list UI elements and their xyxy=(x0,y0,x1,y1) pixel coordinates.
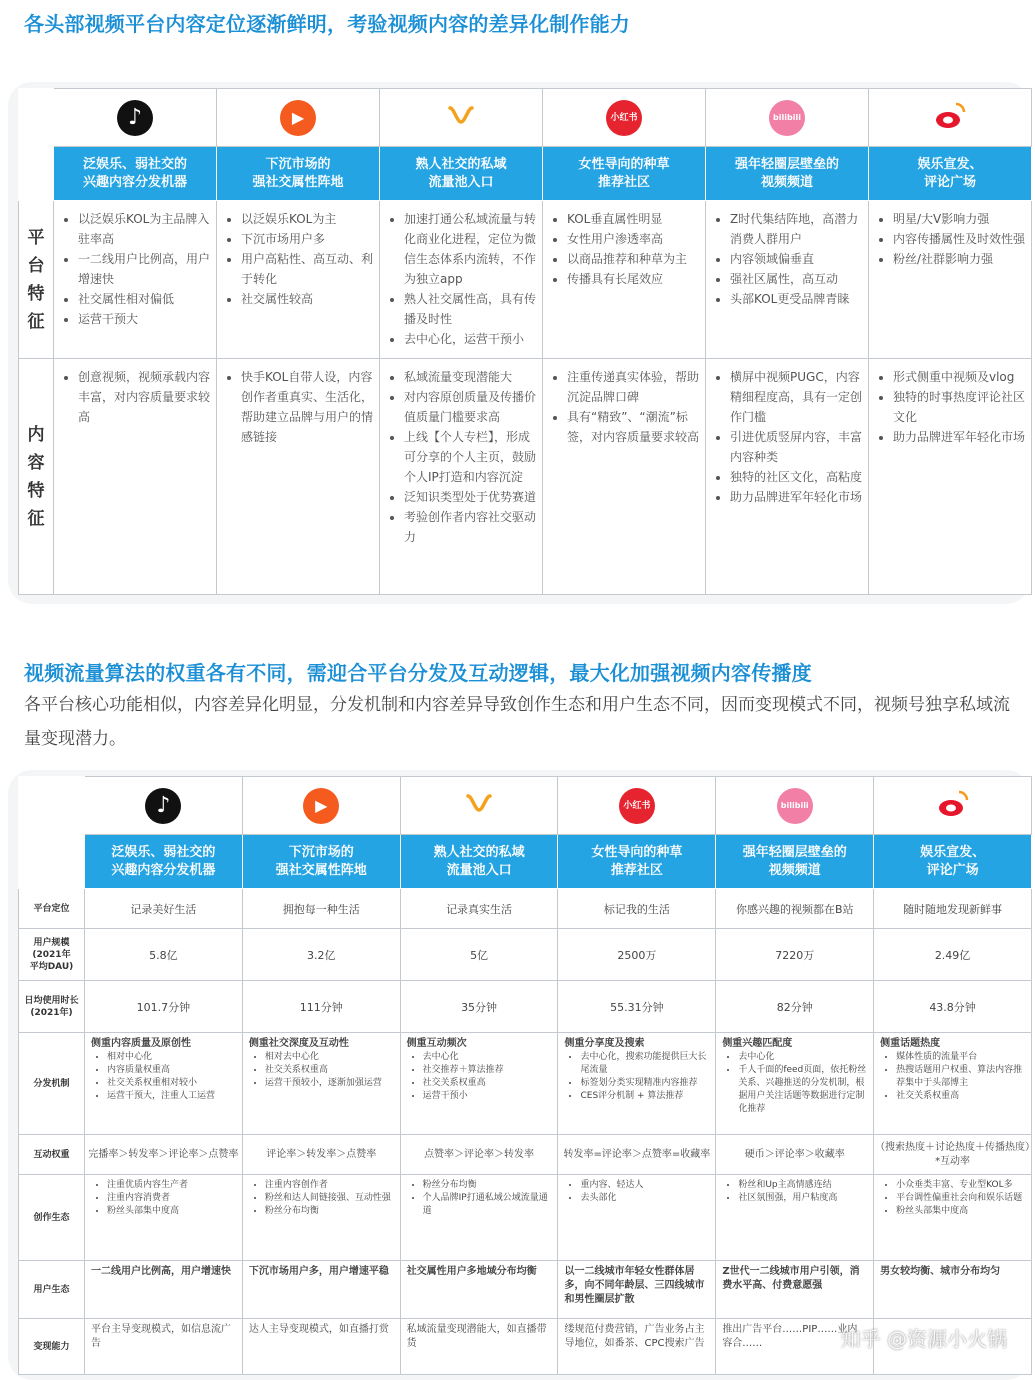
creation-cell xyxy=(400,1175,558,1261)
bilibili-icon: bilibili xyxy=(777,788,813,824)
feature-cell xyxy=(54,359,217,595)
table-row xyxy=(19,981,1032,1033)
douyin-icon: ♪ xyxy=(145,788,181,824)
cell: 55.31分钟 xyxy=(558,981,716,1033)
feature-cell xyxy=(706,201,869,359)
bilibili-icon: bilibili xyxy=(769,100,805,136)
feature-cell xyxy=(54,201,217,359)
t1-platform-header: 强年轻圈层壁垒的 视频频道 xyxy=(706,147,869,201)
t1-logo-cell xyxy=(543,89,706,147)
bullet-list xyxy=(543,201,705,295)
list-item: • 去头部化 xyxy=(580,1192,709,1205)
list-item: • 去中心化，运营干预小 xyxy=(404,329,536,349)
cell: 拥抱每一种生活 xyxy=(242,889,400,929)
t2-logo-cell xyxy=(874,777,1032,835)
bullet-list xyxy=(722,1179,867,1205)
cell: 111分钟 xyxy=(242,981,400,1033)
list-item: • 相对中心化 xyxy=(107,1051,236,1064)
list-item: • 运营干预较小，逐渐加强运营 xyxy=(265,1077,394,1090)
wechat-channels-icon xyxy=(443,98,479,134)
list-item: • 去中心化，搜索功能提供巨大长尾流量 xyxy=(580,1051,709,1077)
bullet-list xyxy=(91,1051,236,1103)
bullet-list xyxy=(407,1179,552,1218)
list-item: • 注重内容消费者 xyxy=(107,1192,236,1205)
feature-cell xyxy=(380,201,543,359)
t2-platform-header: 强年轻圈层壁垒的 视频频道 xyxy=(716,835,874,889)
bullet-list xyxy=(543,359,705,453)
t1-logo-cell xyxy=(217,89,380,147)
dist-title: 侧重分享度及搜索 xyxy=(564,1038,645,1049)
kuaishou-icon: ▶ xyxy=(280,100,316,136)
dist-cell xyxy=(85,1033,243,1135)
t2-logo-cell xyxy=(558,777,716,835)
t2-platform-header: 泛娱乐、弱社交的 兴趣内容分发机器 xyxy=(85,835,243,889)
list-item: • 相对去中心化 xyxy=(265,1051,394,1064)
feature-cell xyxy=(217,201,380,359)
monetize-cell: 达人主导变现模式，如直播打赏 xyxy=(242,1319,400,1375)
weight-cell: 评论率＞转发率＞点赞率 xyxy=(242,1135,400,1175)
list-item: • 传播具有长尾效应 xyxy=(567,269,699,289)
t1-corner xyxy=(19,89,54,147)
row-label: 分发机制 xyxy=(19,1033,85,1135)
cell: 3.2亿 xyxy=(242,929,400,981)
t1-corner-2 xyxy=(19,147,54,201)
bullet-list xyxy=(217,201,379,315)
list-item: • 运营干预小 xyxy=(423,1090,552,1103)
weight-cell: 点赞率＞评论率＞转发率 xyxy=(400,1135,558,1175)
bullet-list xyxy=(380,201,542,355)
watermark: 知乎 @资源小火锅 xyxy=(840,1327,1007,1351)
kuaishou-icon: ▶ xyxy=(303,788,339,824)
users-cell: Z世代一二线城市用户引领，消费水平高、付费意愿强 xyxy=(716,1261,874,1319)
list-item: • 粉丝分布均衡 xyxy=(423,1179,552,1192)
list-item: • 个人品牌IP打通私域公域流量通道 xyxy=(423,1192,552,1218)
list-item: • 平台调性偏重社会向和娱乐话题 xyxy=(896,1192,1025,1205)
list-item: • 助力品牌进军年轻化市场 xyxy=(893,427,1025,447)
bullet-list xyxy=(217,359,379,453)
list-item: • 内容传播属性及时效性强 xyxy=(893,229,1025,249)
algorithm-compare-table xyxy=(18,776,1032,1375)
cell: 你感兴趣的视频都在B站 xyxy=(716,889,874,929)
cell: 5亿 xyxy=(400,929,558,981)
row-label: 日均使用时长 (2021年) xyxy=(19,981,85,1033)
section-title-2: 视频流量算法的权重各有不同，需迎合平台分发及互动逻辑，最大化加强视频内容传播度 xyxy=(24,661,812,685)
list-item: • 粉丝分布均衡 xyxy=(265,1205,394,1218)
feature-cell xyxy=(543,201,706,359)
cell: 101.7分钟 xyxy=(85,981,243,1033)
list-item: • 下沉市场用户多 xyxy=(241,229,373,249)
feature-cell xyxy=(380,359,543,595)
table-row xyxy=(19,1175,1032,1261)
feature-cell xyxy=(217,359,380,595)
list-item: • 标签划分类实现精准内容推荐 xyxy=(580,1077,709,1090)
row-label: 创作生态 xyxy=(19,1175,85,1261)
row-label: 变现能力 xyxy=(19,1319,85,1375)
list-item: • 热搜话题用户权重、算法内容推荐集中于头部博主 xyxy=(896,1064,1025,1090)
list-item: • 私域流量变现潜能大 xyxy=(404,367,536,387)
t2-platform-header: 女性导向的种草 推荐社区 xyxy=(558,835,716,889)
creation-cell xyxy=(85,1175,243,1261)
bullet-list xyxy=(706,359,868,513)
row-label: 互动权重 xyxy=(19,1135,85,1175)
dist-title: 侧重内容质量及原创性 xyxy=(91,1038,191,1049)
list-item: • 媒体性质的流量平台 xyxy=(896,1051,1025,1064)
dist-cell xyxy=(716,1033,874,1135)
list-item: • 女性用户渗透率高 xyxy=(567,229,699,249)
list-item: • 独特的时事热度评论社区文化 xyxy=(893,387,1025,427)
list-item: • 社交关系权重高 xyxy=(265,1064,394,1077)
list-item: • 内容领域偏垂直 xyxy=(730,249,862,269)
list-item: • 引进优质竖屏内容，丰富内容种类 xyxy=(730,427,862,467)
users-cell: 一二线用户比例高，用户增速快 xyxy=(85,1261,243,1319)
cell: 2500万 xyxy=(558,929,716,981)
list-item: • 千人千面的feed页面，依托粉丝关系、兴趣推送的分发机制，根据用户关注话题等数据进行定制化推荐 xyxy=(738,1064,867,1116)
t1-logo-cell xyxy=(706,89,869,147)
t2-logo-cell xyxy=(242,777,400,835)
list-item: • 以泛娱乐KOL为主品牌入驻率高 xyxy=(78,209,210,249)
row-label: 用户规模 (2021年 平均DAU) xyxy=(19,929,85,981)
t2-logo-cell xyxy=(85,777,243,835)
list-item: • 上线【个人专栏】，形成可分享的个人主页，鼓励个人IP打造和内容沉淀 xyxy=(404,427,536,487)
cell: 82分钟 xyxy=(716,981,874,1033)
row-label: 内 容 特 征 xyxy=(19,359,54,595)
list-item: • 内容质量权重高 xyxy=(107,1064,236,1077)
list-item: • 强社区属性，高互动 xyxy=(730,269,862,289)
weibo-icon xyxy=(932,98,968,134)
dist-cell xyxy=(558,1033,716,1135)
bullet-list xyxy=(54,201,216,335)
bullet-list xyxy=(249,1051,394,1090)
t1-platform-header: 熟人社交的私域 流量池入口 xyxy=(380,147,543,201)
cell: 随时随地发现新鲜事 xyxy=(874,889,1032,929)
feature-cell xyxy=(869,359,1032,595)
section-title-1: 各头部视频平台内容定位逐渐鲜明，考验视频内容的差异化制作能力 xyxy=(24,12,630,36)
bullet-list xyxy=(880,1179,1025,1218)
list-item: • CES评分机制 + 算法推荐 xyxy=(580,1090,709,1103)
platform-feature-table xyxy=(18,88,1032,595)
list-item: • 粉丝和达人间链接强、互动性强 xyxy=(265,1192,394,1205)
monetize-cell: 平台主导变现模式，如信息流广告 xyxy=(85,1319,243,1375)
cell: 2.49亿 xyxy=(874,929,1032,981)
list-item: • 具有“精致”、“潮流”标签，对内容质量要求较高 xyxy=(567,407,699,447)
list-item: • 注重优质内容生产者 xyxy=(107,1179,236,1192)
list-item: • 粉丝/社群影响力强 xyxy=(893,249,1025,269)
list-item: • 快手KOL自带人设，内容创作者重真实、生活化，帮助建立品牌与用户的情感链接 xyxy=(241,367,373,447)
monetize-cell: 缕规范付费营销，广告业务占主导地位，如番茶、CPC搜索广告 xyxy=(558,1319,716,1375)
bullet-list xyxy=(706,201,868,315)
feature-cell xyxy=(706,359,869,595)
list-item: • 粉丝头部集中度高 xyxy=(107,1205,236,1218)
t2-logo-cell xyxy=(716,777,874,835)
list-item: • 去中心化 xyxy=(738,1051,867,1064)
list-item: • 用户高粘性、高互动、利于转化 xyxy=(241,249,373,289)
list-item: • 社交推荐＋算法推荐 xyxy=(423,1064,552,1077)
douyin-icon: ♪ xyxy=(117,100,153,136)
cell: 标记我的生活 xyxy=(558,889,716,929)
t2-platform-header: 熟人社交的私域 流量池入口 xyxy=(400,835,558,889)
table-row xyxy=(19,929,1032,981)
row-label: 平 台 特 征 xyxy=(19,201,54,359)
list-item: • 创意视频，视频承载内容丰富，对内容质量要求较高 xyxy=(78,367,210,427)
monetize-cell: 推出广告平台……PIP……业内容合…… xyxy=(716,1319,874,1375)
monetize-cell: 私域流量变现潜能大，如直播带货 xyxy=(400,1319,558,1375)
bullet-list xyxy=(564,1051,709,1103)
weight-cell: （搜索热度＋讨论热度＋传播热度）*互动率 xyxy=(874,1135,1032,1175)
list-item: • 运营干预大 xyxy=(78,309,210,329)
dist-title: 侧重社交深度及互动性 xyxy=(248,1038,349,1049)
list-item: • 注重内容创作者 xyxy=(265,1179,394,1192)
table-row xyxy=(19,1033,1032,1135)
xiaohongshu-icon: 小红书 xyxy=(606,100,642,136)
weight-cell: 硬币＞评论率＞收藏率 xyxy=(716,1135,874,1175)
dist-title: 侧重互动频次 xyxy=(406,1038,467,1049)
creation-cell xyxy=(716,1175,874,1261)
list-item: • 注重传递真实体验，帮助沉淀品牌口碑 xyxy=(567,367,699,407)
cell: 记录真实生活 xyxy=(400,889,558,929)
t1-platform-header: 泛娱乐、弱社交的 兴趣内容分发机器 xyxy=(54,147,217,201)
list-item: • 考验创作者内容社交驱动力 xyxy=(404,507,536,547)
feature-cell xyxy=(543,359,706,595)
t2-corner-2 xyxy=(19,835,85,889)
list-item: • 小众垂类丰富、专业型KOL多 xyxy=(896,1179,1025,1192)
list-item: • 粉丝和Up主高情感连结 xyxy=(738,1179,867,1192)
bullet-list xyxy=(869,201,1031,275)
creation-cell xyxy=(242,1175,400,1261)
list-item: • 泛知识类型处于优势赛道 xyxy=(404,487,536,507)
list-item: • 社交关系权重高 xyxy=(896,1090,1025,1103)
list-item: • 以商品推荐和种草为主 xyxy=(567,249,699,269)
xiaohongshu-icon: 小红书 xyxy=(619,788,655,824)
cell: 5.8亿 xyxy=(85,929,243,981)
table-row xyxy=(19,889,1032,929)
cell: 7220万 xyxy=(716,929,874,981)
list-item: • 去中心化 xyxy=(423,1051,552,1064)
list-item: • 加速打通公私域流量与转化商业化进程，定位为微信生态体系内流转，不作为独立app xyxy=(404,209,536,289)
cell: 43.8分钟 xyxy=(874,981,1032,1033)
bullet-list xyxy=(380,359,542,553)
users-cell: 以一二线城市年轻女性群体居多，向不同年龄层、三四线城市和男性圈层扩散 xyxy=(558,1261,716,1319)
bullet-list xyxy=(722,1051,867,1116)
list-item: • 社交关系权重高 xyxy=(423,1077,552,1090)
dist-title: 侧重兴趣匹配度 xyxy=(722,1038,793,1049)
t2-platform-header: 娱乐宣发、 评论广场 xyxy=(874,835,1032,889)
list-item: • 形式侧重中视频及vlog xyxy=(893,367,1025,387)
t1-platform-header: 下沉市场的 强社交属性阵地 xyxy=(217,147,380,201)
cell: 记录美好生活 xyxy=(85,889,243,929)
list-item: • 独特的社区文化，高粘度 xyxy=(730,467,862,487)
list-item: • Z时代集结阵地，高潜力消费人群用户 xyxy=(730,209,862,249)
intro-paragraph: 各平台核心功能相似，内容差异化明显，分发机制和内容差异导致创作生态和用户生态不同，因而变现模式不同，视频号独享私域流量变现潜力。 xyxy=(24,695,1010,749)
t1-logo-cell xyxy=(380,89,543,147)
list-item: • 助力品牌进军年轻化市场 xyxy=(730,487,862,507)
dist-title: 侧重话题热度 xyxy=(880,1038,941,1049)
bullet-list xyxy=(880,1051,1025,1103)
creation-cell xyxy=(874,1175,1032,1261)
dist-cell xyxy=(242,1033,400,1135)
t2-logo-cell xyxy=(400,777,558,835)
dist-cell xyxy=(874,1033,1032,1135)
list-item: • 重内容、轻达人 xyxy=(580,1179,709,1192)
feature-cell xyxy=(869,201,1032,359)
wechat-channels-icon xyxy=(461,786,497,822)
list-item: • 横屏中视频PUGC，内容精细程度高，具有一定创作门槛 xyxy=(730,367,862,427)
t2-platform-header: 下沉市场的 强社交属性阵地 xyxy=(242,835,400,889)
list-item: • 社交关系权重相对较小 xyxy=(107,1077,236,1090)
creation-cell xyxy=(558,1175,716,1261)
bullet-list xyxy=(249,1179,394,1218)
list-item: • 社交属性较高 xyxy=(241,289,373,309)
bullet-list xyxy=(564,1179,709,1205)
bullet-list xyxy=(54,359,216,433)
weight-cell: 完播率＞转发率＞评论率＞点赞率 xyxy=(85,1135,243,1175)
list-item: • 运营干预大，注重人工运营 xyxy=(107,1090,236,1103)
t1-logo-cell xyxy=(54,89,217,147)
weibo-icon xyxy=(935,786,971,822)
list-item: • 头部KOL更受品牌青睐 xyxy=(730,289,862,309)
row-label: 用户生态 xyxy=(19,1261,85,1319)
list-item: • 对内容原创质量及传播价值质量门槛要求高 xyxy=(404,387,536,427)
list-item: • KOL垂直属性明显 xyxy=(567,209,699,229)
table-row xyxy=(19,1135,1032,1175)
list-item: • 一二线用户比例高，用户增速快 xyxy=(78,249,210,289)
cell: 35分钟 xyxy=(400,981,558,1033)
table-row xyxy=(19,1261,1032,1319)
weight-cell: 转发率=评论率＞点赞率=收藏率 xyxy=(558,1135,716,1175)
list-item: • 明星/大V影响力强 xyxy=(893,209,1025,229)
row-label: 平台定位 xyxy=(19,889,85,929)
dist-cell xyxy=(400,1033,558,1135)
users-cell: 下沉市场用户多，用户增速平稳 xyxy=(242,1261,400,1319)
bullet-list xyxy=(407,1051,552,1103)
t1-logo-cell xyxy=(869,89,1032,147)
bullet-list xyxy=(91,1179,236,1218)
t1-platform-header: 女性导向的种草 推荐社区 xyxy=(543,147,706,201)
users-cell: 男女较均衡、城市分布均匀 xyxy=(874,1261,1032,1319)
list-item: • 以泛娱乐KOL为主 xyxy=(241,209,373,229)
list-item: • 熟人社交属性高，具有传播及时性 xyxy=(404,289,536,329)
t1-platform-header: 娱乐宣发、 评论广场 xyxy=(869,147,1032,201)
list-item: • 社区氛围强，用户粘度高 xyxy=(738,1192,867,1205)
users-cell: 社交属性用户多地域分布均衡 xyxy=(400,1261,558,1319)
list-item: • 社交属性相对偏低 xyxy=(78,289,210,309)
list-item: • 粉丝头部集中度高 xyxy=(896,1205,1025,1218)
bullet-list xyxy=(869,359,1031,453)
t2-corner xyxy=(19,777,85,835)
